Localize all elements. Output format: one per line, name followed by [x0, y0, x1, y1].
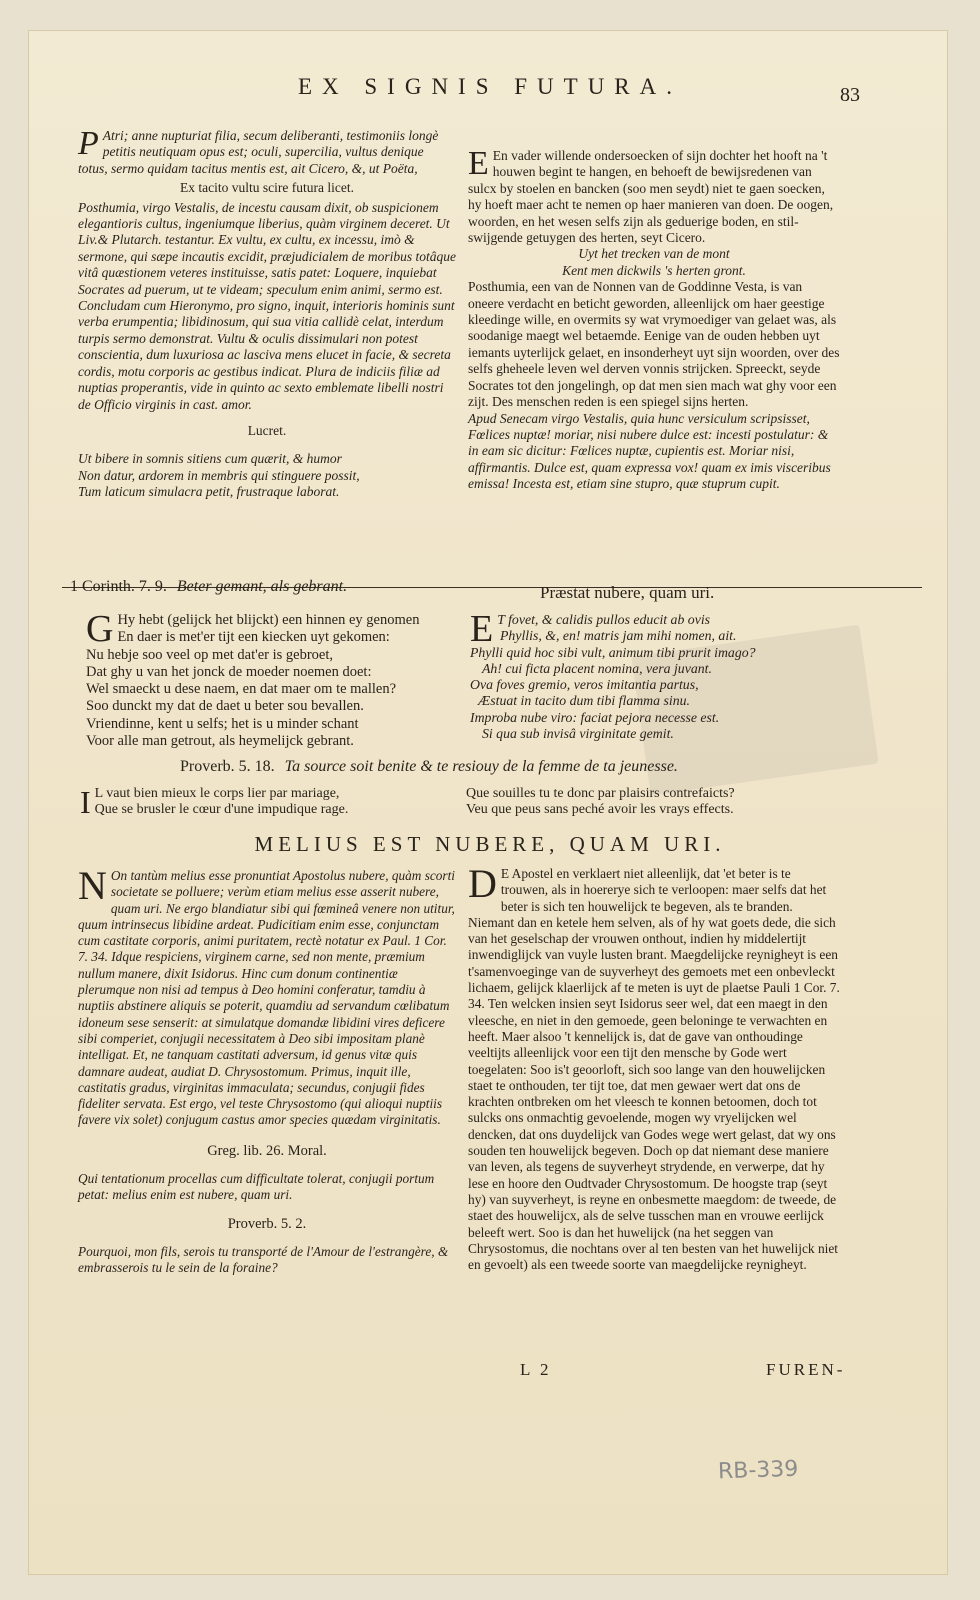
verse-line: Que souilles tu te donc par plaisirs contrefaicts?: [466, 786, 735, 801]
section-title: MELIUS EST NUBERE, QUAM URI.: [254, 832, 726, 856]
greg-text: Qui tentationum procellas cum difficultate tolerat, conjugii portum petat: melius enim est nubere, quam uri.: [78, 1171, 435, 1203]
dropcap: E: [470, 608, 494, 650]
verse-line: En daer is met'er tijt een kiecken uyt gekomen:: [117, 629, 390, 646]
dropcap: N: [78, 863, 107, 908]
running-header: EX SIGNIS FUTURA.: [297, 74, 683, 99]
verse-line: Vriendinne, kent u selfs; het is u minder schant: [86, 715, 359, 732]
dropcap: D: [468, 861, 497, 906]
verse-line: Voor alle man getrout, als heymelijck gebrant.: [86, 733, 354, 750]
dutch-verse: G Hy hebt (gelijck het blijckt) een hinnen ey genomen En daer is met'er tijt een kiecken uyt gekomen: Nu hebje soo veel op met dat'er is gebroet, Dat ghy u van het jonck de moeder noemen doet: Wel smaeckt u dese naem, en dat maer om te mallen? Soo dunckt my dat de daet u beter sou bevallen. Vriendinne, kent u selfs; het is u minder schant Voor alle man getrout, als heymelijck gebrant.: [86, 612, 466, 750]
dropcap: P: [78, 125, 99, 162]
proverb-heading: Proverb. 5. 18. Ta source soit benite & te resiouy de la femme de ta jeunesse.: [180, 758, 678, 775]
page-number: 83: [840, 84, 860, 106]
dropcap: I: [80, 784, 91, 820]
french-verse-right: [466, 786, 838, 818]
lucret-verse-line: Non datur, ardorem in membris qui stinguere possit,: [78, 467, 360, 483]
top-right-para3: Apud Senecam virgo Vestalis, quia hunc versiculum scripsisset, Fœlices nuptæ! moriar, nisi nubere dulce est: incesti postulatur: & in eam sic dicitur: Fœlices nuptæ, cupientis est. Moriar nisi, affirmantis. Dulce est, quam expressa vox! quam ex imis visceribus emissa! Incesta est, etiam sine stupro, quæ stuprum cupit.: [468, 410, 831, 492]
top-right-motto-line: Uyt het trecken van de mont: [578, 246, 730, 262]
french-verse-left: I L vaut bien mieux le corps lier par mariage, Que se brusler le cœur d'une impudique rage.: [80, 786, 460, 818]
verse-line: Que se brusler le cœur d'une impudique rage.: [94, 802, 349, 817]
verse-line: Phylli quid hoc sibi vult, animum tibi prurit imago?: [470, 644, 756, 660]
catalog-number: RB-339: [717, 1456, 799, 1485]
top-left-column: [78, 125, 456, 501]
catchword: FUREN-: [766, 1360, 846, 1379]
verse-line: Si qua sub invisâ virginitate gemit.: [482, 726, 674, 742]
dropcap: E: [468, 145, 489, 182]
lucret-verse-line: Ut bibere in somnis sitiens cum quærit, & humor: [78, 451, 342, 467]
top-left-para2: Posthumia, virgo Vestalis, de incestu causam dixit, ob suspicionem elegantioris cultus, ingeniumque liberius, quàm virginem deceret. Ut Liv.& Plutarch. testantur. Ex vultu, ex cultu, ex incessu, imò & sermone, qui sæpe incautis excidit, præjudicialem de moribus totâque vitâ quæstionem veteres instituisse, satis patet: Loquere, inquiebat Socrates ad puerum, ut te videam; speculum enim animi, sermo est. Concludam cum Hieronymo, pro signo, inquit, interioris hominis sunt verba erumpentia; libidinosum, qui sua vitia callidè celat, interdum turpis sermo demonstrat. Vultu & oculis dissimulari non potest conscientia, dum luxuriosa ac lasciva mens elucet in facie, & secreta cordis, motu corporis ac gestibus indicat. Plura de indiciis filiæ ad nuptias properantis, vide in quinto ac sexto emblemate libelli nostri de Officio virginis in cast. amor.: [78, 199, 456, 412]
praestat-heading: Præstat nubere, quam uri.: [540, 583, 715, 602]
verse-line: Improba nube viro: faciat pejora necesse est.: [470, 709, 720, 725]
lucret-heading: Lucret.: [247, 422, 287, 438]
verse-line: Phyllis, &, en! matris jam mihi nomen, ait.: [500, 628, 737, 644]
latin-verse: E T fovet, & calidis pullos educit ab ovis Phyllis, &, en! matris jam mihi nomen, ait. Phylli quid hoc sibi vult, animum tibi prurit imago? Ah! cui ficta placent nomina, vera juvant. Ova foves gremio, veros imitantia partus, Æstuat in tacito dum tibi flamma sinu. Improba nube viro: faciat pejora necesse est. Si qua sub invisâ virginitate gemit.: [470, 612, 830, 742]
signature-mark: L 2: [520, 1360, 552, 1379]
verse-line: Æstuat in tacito dum tibi flamma sinu.: [478, 693, 690, 709]
verse-line: Veu que peus sans peché avoir les vrays effects.: [466, 802, 734, 817]
verse-line: Soo dunckt my dat de daet u beter sou bevallen.: [86, 698, 364, 715]
verse-line: Nu hebje soo veel op met dat'er is gebroet,: [86, 646, 334, 663]
top-left-para1: P Atri; anne nupturiat filia, secum deliberanti, testimoniis longè petitis neutiquam opus est; oculi, supercilia, vultus denique totus, sermo quidam tacitus mentis est, ait Cicero, &, ut Poëta,: [78, 125, 439, 176]
dropcap: G: [86, 608, 114, 650]
top-left-motto: Ex tacito vultu scire futura licet.: [180, 180, 354, 196]
bottom-left-column: [78, 863, 456, 1277]
verse-line: Wel smaeckt u dese naem, en dat maer om te mallen?: [86, 681, 397, 698]
verse-line: Ova foves gremio, veros imitantia partus,: [470, 677, 699, 693]
greg-heading: Greg. lib. 26. Moral.: [207, 1142, 327, 1159]
proverb-heading-2: Proverb. 5. 2.: [227, 1215, 307, 1232]
bottom-right-column: [468, 861, 840, 1273]
verse-line: Dat ghy u van het jonck de moeder noemen doet:: [86, 663, 372, 680]
top-right-column: [468, 145, 840, 493]
lucret-verse-line: Tum laticum simulacra petit, frustraque laborat.: [78, 484, 340, 500]
top-right-para1: E En vader willende ondersoecken of sijn dochter het hooft na 't houwen begint te hangen, en behoeft de bewijsredenen van sulcx by stoelen en bancken (soo men seydt) niet te gaen soecken, hy hoeft maer acht te nemen op haer manieren van doen. De oogen, woorden, en het wesen selfs zijn als geduerige boden, en stil-swijgende getuygen des herten, seyt Cicero.: [468, 145, 834, 246]
corinth-reference: 1 Corinth. 7. 9. Beter gemant, als gebrant.: [70, 578, 348, 595]
top-right-para2: Posthumia, een van de Nonnen van de Goddinne Vesta, is van oneere verdacht en beticht geworden, alleenlijck om haer geestige kleedinge wille, en overmits sy wat vrymoediger van gelaet was, als soodanige maegt wel betaemde. Eenige van de ouden hebben uyt iemants uyterlijck gelaet, en insonderheyt uyt sijn woorden, over des selfs gheheele leven wel derven vonnis strijcken. Spreeckt, seyde Socrates tot den jongelingh, op dat men sien mach wat ghy voor een zijt. Des menschen reden is een spiegel sijns herten.: [468, 279, 840, 410]
top-right-motto-line: Kent men dickwils 's herten gront.: [562, 262, 746, 278]
bottom-left-para1: N On tantùm melius esse pronuntiat Apostolus nubere, quàm scorti societate se polluere; verùm etiam melius esse asserit nubere, quam uri. Ne ergo blandiatur sibi qui fœmineâ venere non utitur, quum intrinsecus libidine ardeat. Pudicitiam enim esse, conjunctam cum castitate corporis, animi puritatem, rectè notatur ex Paul. 1 Cor. 7. 34. Idque respiciens, virginem carne, sed non mente, præmium nullum manere, dixit Isidorus. Hinc cum donum continentiæ plerumque non nisi ad tempus à Deo homini conferatur, tamdiu à nuptiis abstinere aliquis se poterit, quamdiu ad servandum cœlibatum idoneum sese senserit: at simulatque domandæ libidini vires deficere sibi comperiet, conjugii necessitatem à Deo sibi impositam planè intelligat. Et, ne tanquam castitati adversum, id genus vitæ quis damnare audeat, audiat D. Chrysostomum. Primus, inquit ille, castitatis gradus, virginitas immaculata; secundus, conjugii fides fideliter servata. Est ergo, vel teste Chrysostomo (qui alioqui nuptiis favere vix solet) conjugum castus amor species quædam virginitatis.: [78, 863, 455, 1128]
verse-line: Ah! cui ficta placent nomina, vera juvant.: [482, 660, 712, 676]
bottom-right-para1: D E Apostel en verklaert niet alleenlijk, dat 'et beter is te trouwen, als in hoererye sich te verloopen: maer selfs dat het beter is sich ten houwelijck te begeven, als te branden. Niemant dan en ketele hem selven, als of hy wat goets dede, die sich van het geselschap der vrouwen onthout, indien hy middelertijt inwendiglijck van vuyle lusten brant. Maegdelijcke reynigheyt is een t'samenvoeginge van de suyverheyt des gemoets met een onbevleckt lichaem, gelijck klaerlijck af te meten is uyt de plaetse Pauli 1 Cor. 7. 34. Ten welcken insien seyt Isidorus seer wel, dat een maegt in den vleesche, en niet in den gemoede, geen beloninge te verwachten en heeft. Maer alsoo 't kennelijck is, dat de gave van onthoudinge veeltijts alleenlijck voor een tijt den mensche by Gode wert toegelaten: Soo is't geoorloft, sich soo lange van den houwelijcken staet te onthouden, ter tijt toe, dat men gewaer wert dat ons de krachten ontbreken om het vleesch te konnen betoomen, doch tot sulcks ons onmachtig gevoelende, mogen wy vryelijcken wel dencken, dat ons duydelijck van Godes wege wert gelast, dat wy ons souden ten houwelijck begeven. Doch op dat niemant dese maniere van leven, als tegens de suyverheyt strydende, en verwerpe, dat hy lese en hoore den Oudtvader Chrysostomum. De hoogste trap (seyt hy) van suyverheyt, is reyne en onbesmette maegdom: de tweede, de staet des houwelijcx, als de selve tusschen man en vrouwe eerlijck beleeft wert. Soo is dan het huwelijck (na het seggen van Chrysostomus, die nochtans over al ten besten van het huwelijck niet en gevoelt) als een tweede soorte van maegdelijcke reynigheyt.: [468, 861, 840, 1273]
proverb-text: Pourquoi, mon fils, serois tu transporté de l'Amour de l'estrangère, & embrasserois tu le sein de la foraine?: [78, 1243, 449, 1276]
